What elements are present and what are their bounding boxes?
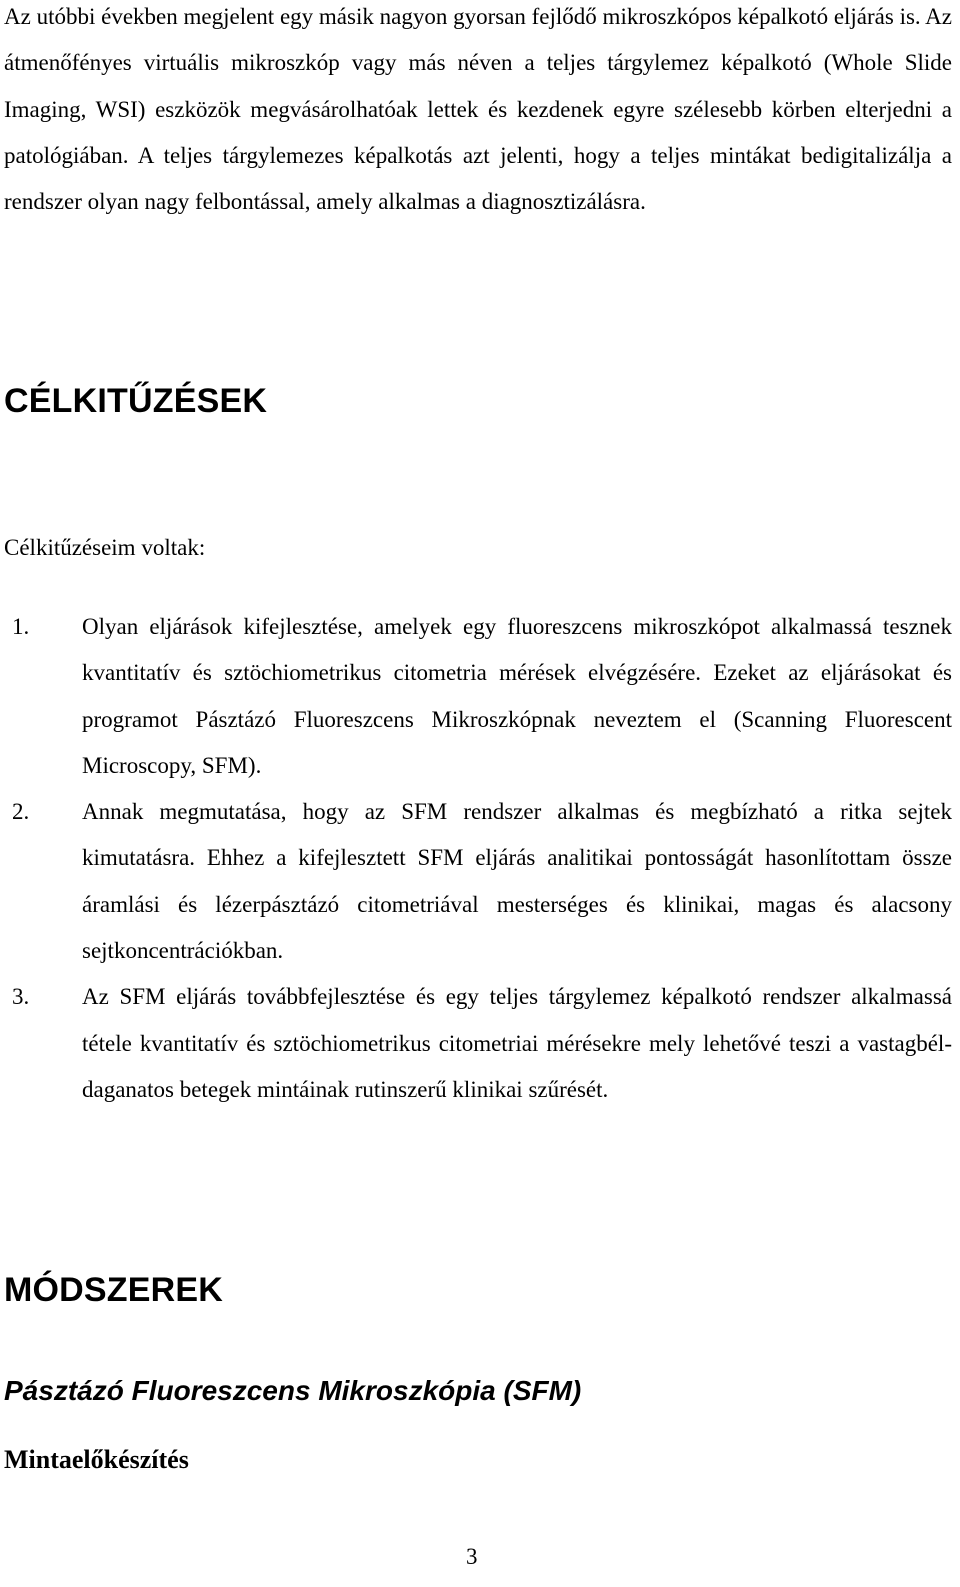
methods-heading: MÓDSZEREK: [4, 1271, 224, 1309]
goal-text: Olyan eljárások kifejlesztése, amelyek egy fluoreszcens mikroszkópot alkalmassá tesznek kvantitatív és sztöchiometrikus citometria mérések elvégzésére. Ezeket az eljárásokat és programot Pásztázó Fluoreszcens Mikroszkópnak neveztem el (Scanning Fluorescent Microscopy, SFM).: [82, 614, 952, 778]
goals-intro: Célkitűzéseim voltak:: [4, 535, 206, 560]
goal-text: Annak megmutatása, hogy az SFM rendszer alkalmas és megbízható a ritka sejtek kimutatásra. Ehhez a kifejlesztett SFM eljárás analitikai pontosságát hasonlítottam össze áramlási és lézerpásztázó citometriával mesterséges és klinikai, magas és alacsony sejtkoncentrációkban.: [82, 799, 952, 964]
goals-heading: CÉLKITŰZÉSEK: [4, 382, 268, 420]
goal-number: 2.: [12, 799, 30, 825]
methods-subheading: Pásztázó Fluoreszcens Mikroszkópia (SFM): [4, 1375, 582, 1406]
goal-item-3: [4, 974, 952, 1113]
page-number: 3: [466, 1544, 478, 1569]
goals-list: [4, 604, 952, 1113]
intro-paragraph: Az utóbbi években megjelent egy másik nagyon gyorsan fejlődő mikroszkópos képalkotó eljárás is. Az átmenőfényes virtuális mikroszkóp vagy más néven a teljes tárgylemez képalkotó (Whole Slide Imaging, WSI) eszközök megvásárolhatóak lettek és kezdenek egyre szélesebb körben elterjedni a patológiában. A teljes tárgylemezes képalkotás azt jelenti, hogy a teljes mintákat bedigitalizálja a rendszer olyan nagy felbontással, amely alkalmas a diagnosztizálásra.: [4, 4, 952, 215]
goal-item-1: [4, 604, 952, 789]
goal-number: 3.: [12, 984, 30, 1010]
goal-number: 1.: [12, 614, 30, 639]
goal-text: Az SFM eljárás továbbfejlesztése és egy teljes tárgylemez képalkotó rendszer alkalmassá tétele kvantitatív és sztöchiometrikus citometriai mérésekre mely lehetővé teszi a vastagbél-daganatos betegek mintáinak rutinszerű klinikai szűrését.: [82, 984, 952, 1102]
methods-subsubheading: Mintaelőkészítés: [4, 1445, 189, 1474]
document-page: [4, 0, 952, 1587]
goal-item-2: [4, 789, 952, 974]
